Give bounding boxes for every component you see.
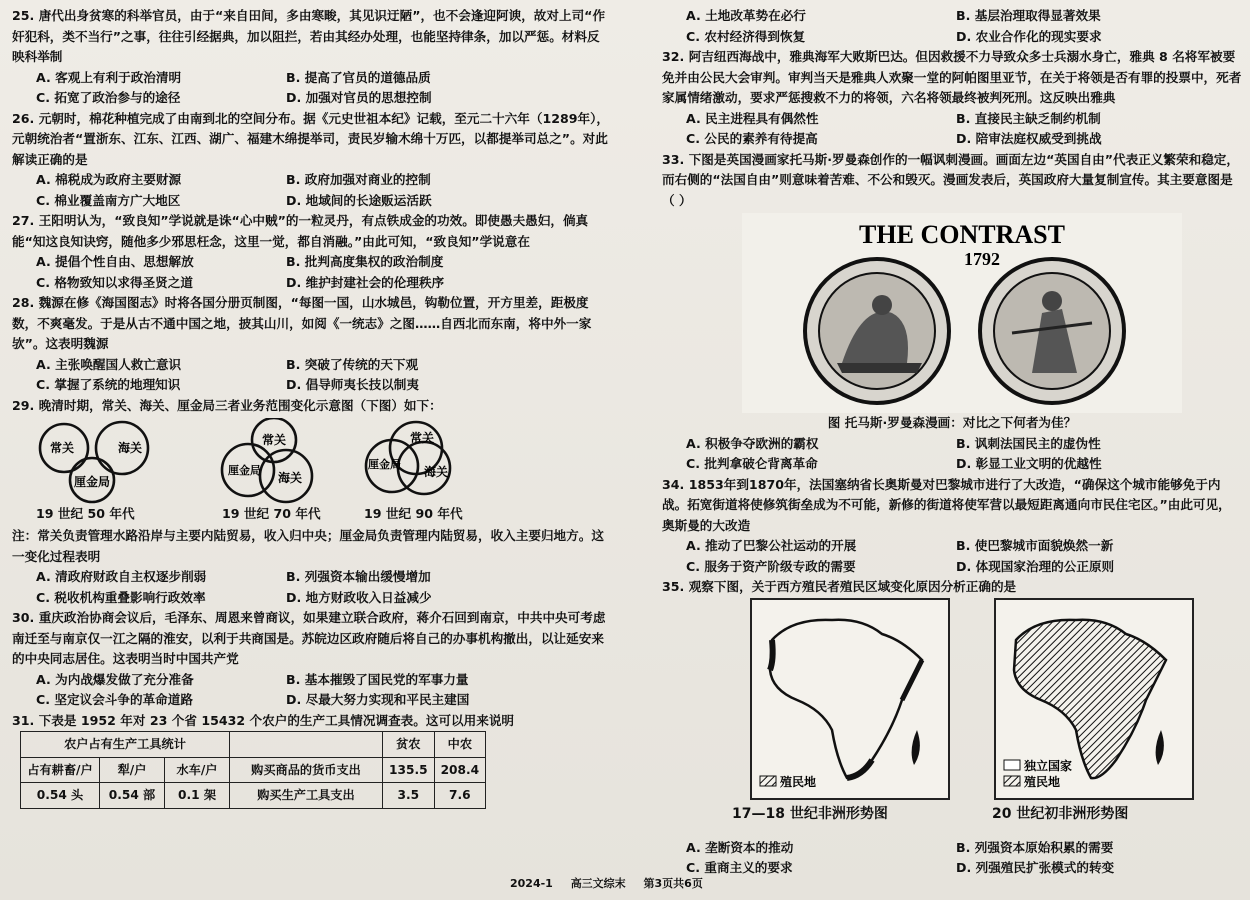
option-d[interactable]: D. 倡导师夷长技以制夷 xyxy=(286,377,419,392)
option-c[interactable]: C. 税收机构重叠影响行政效率 xyxy=(36,589,206,605)
label-haiguan: 海关 xyxy=(118,441,143,455)
table-col-header: 水车/户 xyxy=(165,757,230,783)
option-c[interactable]: C. 拓宽了政治参与的途径 xyxy=(36,90,181,105)
option-b[interactable]: B. 讽刺法国民主的虚伪性 xyxy=(956,435,1101,451)
option-a[interactable]: A. 提倡个性自由、思想解放 xyxy=(36,254,194,269)
option-a[interactable]: A. 积极争夺欧洲的霸权 xyxy=(686,435,819,451)
question-27-options xyxy=(12,252,612,293)
question-34-options xyxy=(662,536,1242,577)
table-cell: 135.5 xyxy=(383,757,435,783)
option-d[interactable]: D. 地域间的长途贩运活跃 xyxy=(286,192,432,208)
option-c[interactable]: C. 格物致知以求得圣贤之道 xyxy=(36,274,193,290)
option-a[interactable]: A. 清政府财政自主权逐步削弱 xyxy=(36,569,207,584)
option-a[interactable]: A. 民主进程具有偶然性 xyxy=(686,110,819,126)
label-haiguan: 海关 xyxy=(278,471,303,485)
venn-1850s xyxy=(26,418,176,521)
map-20-century xyxy=(992,598,1194,822)
option-c[interactable]: C. 批判拿破仑背离革命 xyxy=(686,456,818,471)
question-30-options xyxy=(12,670,612,711)
option-a[interactable]: A. 客观上有利于政治清明 xyxy=(36,69,182,85)
legend-colony: 殖民地 xyxy=(1024,774,1061,789)
question-27-stem: 27. 王阳明认为，“致良知”学说就是诛“心中贼”的一粒灵丹，有点铁成金的功效。即使愚夫愚妇，倘真能“知这良知诀窍，随他多少邪思枉念，这里一觉，都自消融。”由此可知，“致良知”学说意在 xyxy=(12,213,589,249)
label-haiguan: 海关 xyxy=(424,465,449,479)
option-d[interactable]: D. 陪审法庭权威受到挑战 xyxy=(956,131,1102,146)
option-d[interactable]: D. 体现国家治理的公正原则 xyxy=(956,558,1115,574)
venn-diagrams xyxy=(12,418,612,526)
option-a[interactable]: A. 主张唤醒国人救亡意识 xyxy=(36,356,182,372)
option-a[interactable]: A. 土地改革势在必行 xyxy=(686,8,806,23)
table-cell: 中农 xyxy=(434,732,486,758)
option-c[interactable]: C. 棉业覆盖南方广大地区 xyxy=(36,192,181,208)
option-c[interactable]: C. 掌握了系统的地理知识 xyxy=(36,377,181,392)
footer-year: 2024-1 xyxy=(510,877,553,890)
label-changguan: 常关 xyxy=(410,431,435,445)
option-d[interactable]: D. 加强对官员的思想控制 xyxy=(286,90,432,105)
label-changguan: 常关 xyxy=(262,433,287,447)
option-b[interactable]: B. 提高了官员的道德品质 xyxy=(286,69,431,85)
question-32-options xyxy=(662,109,1242,150)
label-changguan: 常关 xyxy=(50,441,75,455)
table-cell: 0.54 头 xyxy=(21,783,100,809)
table-cell: 贫农 xyxy=(383,732,435,758)
option-c[interactable]: C. 公民的素养有待提高 xyxy=(686,131,818,146)
option-b[interactable]: B. 基本摧毁了国民党的军事力量 xyxy=(286,671,469,687)
map-17-18-century xyxy=(732,598,950,822)
option-a[interactable]: A. 垄断资本的推动 xyxy=(686,839,794,855)
question-26-options xyxy=(12,170,612,211)
page-footer xyxy=(510,875,717,891)
tools-survey-table xyxy=(20,731,486,809)
table-cell: 208.4 xyxy=(434,757,486,783)
table-cell: 7.6 xyxy=(434,783,486,809)
question-29-note: 注：常关负责管理水路沿岸与主要内陆贸易，收入归中央；厘金局负责管理内陆贸易，收入主要归地方。这一变化过程表明 xyxy=(12,528,604,564)
cartoon-year: 1792 xyxy=(964,249,1000,269)
table-cell: 0.54 部 xyxy=(100,783,165,809)
option-a[interactable]: A. 棉税成为政府主要财源 xyxy=(36,172,182,187)
question-33-stem: 33. 下图是英国漫画家托马斯·罗曼森创作的一幅讽刺漫画。画面左边“英国自由”代表正义繁荣和稳定，而右侧的“法国自由”则意味着苦难、不公和毁灭。漫画发表后，英国政府大量复制宣传。其主要意图是（ ） xyxy=(662,151,1239,208)
question-26-stem: 26. 元朝时，棉花种植完成了由南到北的空间分布。据《元史世祖本纪》记载，至元二十六年（1289年），元朝统治者“置浙东、江东、江西、湖广、福建木绵提举司，责民岁输木绵十万匹，以都提举司总之”。对此解读正确的是 xyxy=(12,110,609,167)
question-25-stem: 25. 唐代出身贫寒的科举官员，由于“来自田间，多由寒畯，其见识迂陋”，也不会逢迎阿谀，故对上司“作奸犯科，类不当行”之事，往往引经据典，加以阻拦，若由其经办处理，也能坚持律条，加以严惩。材料反映科举制 xyxy=(12,8,606,64)
cartoon-caption: 图 托马斯·罗曼森漫画：对比之下何者为佳？ xyxy=(827,415,1077,430)
table-cell: 3.5 xyxy=(383,783,435,809)
question-30-stem: 30. 重庆政治协商会议后，毛泽东、周恩来曾商议，如果建立联合政府，蒋介石回到南京，中共中央可考虑南迁至与南京仅一江之隔的淮安，以利于共商国是。苏皖边区政府随后将自己的办事机构撤出，以让延安来的中央同志居住。这表明当时中国共产党 xyxy=(12,610,606,666)
question-29-stem: 29. 晚清时期，常关、海关、厘金局三者业务范围变化示意图（下图）如下： xyxy=(12,397,442,413)
question-32-stem: 32. 阿吉纽西海战中，雅典海军大败斯巴达。但因救援不力导致众多士兵溺水身亡，雅典 8 名将军被要免并由公民大会审判。审判当天是雅典人欢聚一堂的阿帕图里亚节，在关于将领是否有罪的投票中，死者家属情绪激动，要求严惩搜救不力的将领，六名将领最终被判死刑。这反映出雅典 xyxy=(662,49,1242,105)
footer-title: 高三文综末 xyxy=(570,877,626,890)
option-b[interactable]: B. 使巴黎城市面貌焕然一新 xyxy=(956,538,1114,553)
option-d[interactable]: D. 尽最大努力实现和平民主建国 xyxy=(286,692,470,707)
option-b[interactable]: B. 政府加强对商业的控制 xyxy=(286,172,431,187)
option-d[interactable]: D. 地方财政收入日益减少 xyxy=(286,589,432,605)
question-33-options xyxy=(662,434,1242,475)
option-c[interactable]: C. 农村经济得到恢复 xyxy=(686,28,806,44)
option-b[interactable]: B. 列强资本输出缓慢增加 xyxy=(286,569,431,584)
option-b[interactable]: B. 直接民主缺乏制约机制 xyxy=(956,110,1101,126)
option-d[interactable]: D. 彰显工业文明的优越性 xyxy=(956,456,1102,471)
question-31-stem: 31. 下表是 1952 年对 23 个省 15432 个农户的生产工具情况调查表。这可以用来说明 xyxy=(12,712,515,728)
option-c[interactable]: C. 坚定议会斗争的革命道路 xyxy=(36,692,193,707)
table-group-header: 农户占有生产工具统计 xyxy=(21,732,230,758)
period-label: 19 世纪 70 年代 xyxy=(222,506,321,521)
table-row-label: 购买商品的货币支出 xyxy=(230,757,383,783)
option-a[interactable]: A. 推动了巴黎公社运动的开展 xyxy=(686,538,857,553)
question-28-stem: 28. 魏源在修《海国图志》时将各国分册页制图，“每图一国，山水城邑，钩勒位置，开方里差，距极度数，不爽毫发。于是从古不通中国之地，披其山川，如阅《一统志》之图……自西北而东南，将中外一家欤”。这表明魏源 xyxy=(12,295,592,351)
option-d[interactable]: D. 列强殖民扩张模式的转变 xyxy=(956,860,1115,875)
table-col-header: 犁/户 xyxy=(100,757,165,783)
option-b[interactable]: B. 基层治理取得显著效果 xyxy=(956,8,1101,23)
question-35-stem: 35. 观察下图，关于西方殖民者殖民区域变化原因分析正确的是 xyxy=(662,579,1017,594)
option-d[interactable]: D. 维护封建社会的伦理秩序 xyxy=(286,274,445,290)
cartoon-title: THE CONTRAST xyxy=(859,220,1065,249)
venn-1890s xyxy=(350,418,490,521)
option-b[interactable]: B. 列强资本原始积累的需要 xyxy=(956,839,1114,855)
africa-maps xyxy=(662,598,1242,838)
venn-1870s xyxy=(210,418,340,521)
question-31-options xyxy=(662,6,1242,47)
option-d[interactable]: D. 农业合作化的现实要求 xyxy=(956,28,1102,44)
option-a[interactable]: A. 为内战爆发做了充分准备 xyxy=(36,671,194,687)
label-lijinju: 厘金局 xyxy=(74,475,111,489)
footer-page: 第3页共6页 xyxy=(643,877,703,890)
table-col-header: 占有耕畜/户 xyxy=(21,757,100,783)
option-c[interactable]: C. 服务于资产阶级专政的需要 xyxy=(686,558,856,574)
question-34-stem: 34. 1853年到1870年，法国塞纳省长奥斯曼对巴黎城市进行了大改造，“确保这个城市能够免于内战。拓宽街道将使修筑街垒成为不可能，新修的街道将使军营以最短距离通向市民住宅区。”由此可见，奥斯曼的大改造 xyxy=(662,476,1231,533)
option-b[interactable]: B. 突破了传统的天下观 xyxy=(286,356,419,372)
label-lijinju: 厘金局 xyxy=(228,464,261,477)
table-cell xyxy=(230,732,383,758)
period-label: 19 世纪 50 年代 xyxy=(36,506,135,521)
right-column xyxy=(662,6,1242,879)
question-28-options xyxy=(12,355,612,396)
left-column xyxy=(12,6,612,809)
contrast-cartoon xyxy=(742,213,1182,413)
label-lijinju: 厘金局 xyxy=(368,458,401,471)
option-c[interactable]: C. 重商主义的要求 xyxy=(686,860,793,875)
option-b[interactable]: B. 批判高度集权的政治制度 xyxy=(286,254,444,269)
map1-caption: 17—18 世纪非洲形势图 xyxy=(732,805,888,822)
question-25-options xyxy=(12,68,612,109)
legend-independent: 独立国家 xyxy=(1024,758,1073,773)
question-35-options xyxy=(662,838,1242,879)
table-cell: 0.1 架 xyxy=(165,783,230,809)
period-label: 19 世纪 90 年代 xyxy=(364,506,463,521)
table-row-label: 购买生产工具支出 xyxy=(230,783,383,809)
map2-caption: 20 世纪初非洲形势图 xyxy=(992,805,1129,822)
legend-colony: 殖民地 xyxy=(780,774,817,789)
question-29-options xyxy=(12,567,612,608)
